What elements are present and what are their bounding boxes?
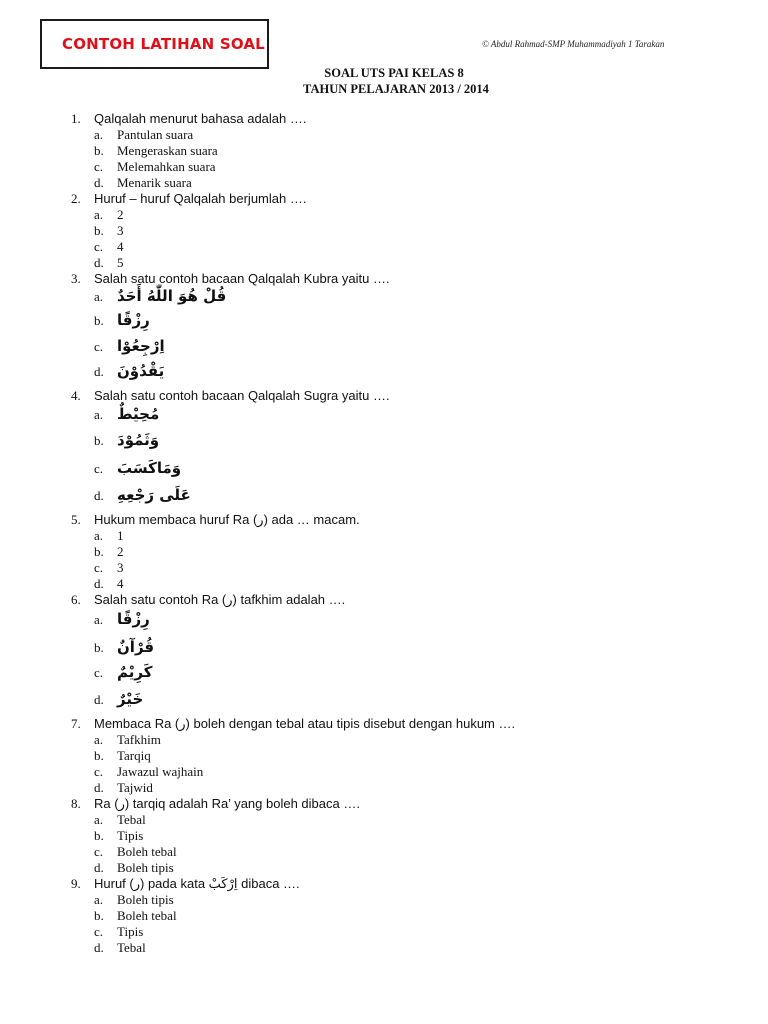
option-letter: a. (94, 892, 104, 907)
option-letter: b. (94, 640, 104, 655)
option-letter: d. (94, 860, 104, 875)
option-letter: a. (94, 812, 104, 827)
question-text: Salah satu contoh Ra (ر) tafkhim adalah …. (94, 592, 346, 607)
option-arabic-text: قُرْآنٌ (117, 638, 155, 656)
option-letter: a. (94, 207, 104, 222)
option-text: Tebal (117, 940, 146, 955)
option-letter: b. (94, 544, 104, 559)
option-letter: d. (94, 488, 104, 503)
option-letter: d. (94, 175, 104, 190)
question-number: 4. (71, 388, 81, 403)
question-number: 5. (71, 512, 81, 527)
option-letter: b. (94, 828, 104, 843)
option-arabic-text: رِزْقًا (117, 311, 150, 329)
option-letter: c. (94, 844, 104, 859)
option-letter: d. (94, 940, 104, 955)
option-letter: b. (94, 908, 104, 923)
option-text: Tarqiq (117, 748, 151, 763)
question-text: Salah satu contoh bacaan Qalqalah Sugra yaitu …. (94, 388, 390, 403)
option-text: 2 (117, 544, 124, 559)
question-text: Huruf (ر) pada kata اِرْكَبْ dibaca …. (94, 876, 300, 891)
option-arabic-text: خَيْرٌ (117, 690, 144, 708)
option-text: 5 (117, 255, 124, 270)
option-letter: c. (94, 560, 104, 575)
option-letter: b. (94, 433, 104, 448)
option-text: Melemahkan suara (117, 159, 216, 174)
option-text: Tipis (117, 828, 144, 843)
option-arabic-text: اِرْجِعُوْا (117, 337, 165, 355)
option-text: Mengeraskan suara (117, 143, 218, 158)
exam-title: SOAL UTS PAI KELAS 8 (324, 66, 464, 80)
option-letter: c. (94, 461, 104, 476)
question-number: 1. (71, 111, 81, 126)
option-letter: a. (94, 289, 104, 304)
option-letter: c. (94, 665, 104, 680)
question-text: Huruf – huruf Qalqalah berjumlah …. (94, 191, 307, 206)
question-number: 8. (71, 796, 81, 811)
option-text: Jawazul wajhain (117, 764, 204, 779)
question-number: 3. (71, 271, 81, 286)
question-text: Qalqalah menurut bahasa adalah …. (94, 111, 307, 126)
question-number: 6. (71, 592, 81, 607)
option-arabic-text: كَرِيْمٌ (117, 663, 153, 681)
option-letter: a. (94, 732, 104, 747)
option-letter: d. (94, 692, 104, 707)
option-text: 4 (117, 239, 124, 254)
option-text: Boleh tipis (117, 892, 174, 907)
option-letter: c. (94, 764, 104, 779)
option-letter: a. (94, 528, 104, 543)
option-text: 1 (117, 528, 124, 543)
question-text: Ra (ر) tarqiq adalah Ra’ yang boleh dibaca …. (94, 796, 360, 811)
option-text: 4 (117, 576, 124, 591)
option-arabic-text: وَمَاكَسَبَ (117, 459, 182, 477)
option-text: Tajwid (117, 780, 153, 795)
question-text: Membaca Ra (ر) boleh dengan tebal atau tipis disebut dengan hukum …. (94, 716, 516, 731)
option-text: 3 (117, 560, 124, 575)
option-text: Boleh tipis (117, 860, 174, 875)
option-text: 2 (117, 207, 124, 222)
option-letter: d. (94, 364, 104, 379)
question-number: 9. (71, 876, 81, 891)
question-text: Salah satu contoh bacaan Qalqalah Kubra yaitu …. (94, 271, 390, 286)
question-text: Hukum membaca huruf Ra (ر) ada … macam. (94, 512, 360, 527)
exam-year: TAHUN PELAJARAN 2013 / 2014 (303, 82, 489, 96)
practice-stamp-box (40, 19, 269, 69)
option-arabic-text: قُلْ هُوَ اللّٰهُ أَحَدٌ (117, 287, 227, 305)
option-letter: d. (94, 255, 104, 270)
option-text: Menarik suara (117, 175, 192, 190)
option-arabic-text: عَلَى رَجْعِهِ (117, 486, 191, 504)
option-text: Tafkhim (117, 732, 161, 747)
stamp-label: CONTOH LATIHAN SOAL (62, 35, 265, 53)
question-number: 7. (71, 716, 81, 731)
question-number: 2. (71, 191, 81, 206)
option-letter: c. (94, 339, 104, 354)
option-text: Tipis (117, 924, 144, 939)
option-letter: c. (94, 924, 104, 939)
option-text: Boleh tebal (117, 844, 177, 859)
option-arabic-text: مُحِيْطٌ (117, 405, 160, 423)
option-letter: c. (94, 239, 104, 254)
option-letter: b. (94, 223, 104, 238)
option-arabic-text: رِزْقًا (117, 610, 150, 628)
author-credit: © Abdul Rahmad-SMP Muhammadiyah 1 Tarakan (482, 39, 665, 49)
option-arabic-text: يَقْدُوْنَ (117, 362, 165, 380)
option-text: Tebal (117, 812, 146, 827)
option-letter: a. (94, 612, 104, 627)
option-letter: c. (94, 159, 104, 174)
option-letter: b. (94, 143, 104, 158)
option-letter: a. (94, 127, 104, 142)
option-text: 3 (117, 223, 124, 238)
option-letter: a. (94, 407, 104, 422)
option-arabic-text: وَثَمُوْدَ (117, 431, 160, 449)
option-letter: d. (94, 576, 104, 591)
option-letter: d. (94, 780, 104, 795)
option-text: Pantulan suara (117, 127, 194, 142)
option-letter: b. (94, 313, 104, 328)
option-text: Boleh tebal (117, 908, 177, 923)
option-letter: b. (94, 748, 104, 763)
